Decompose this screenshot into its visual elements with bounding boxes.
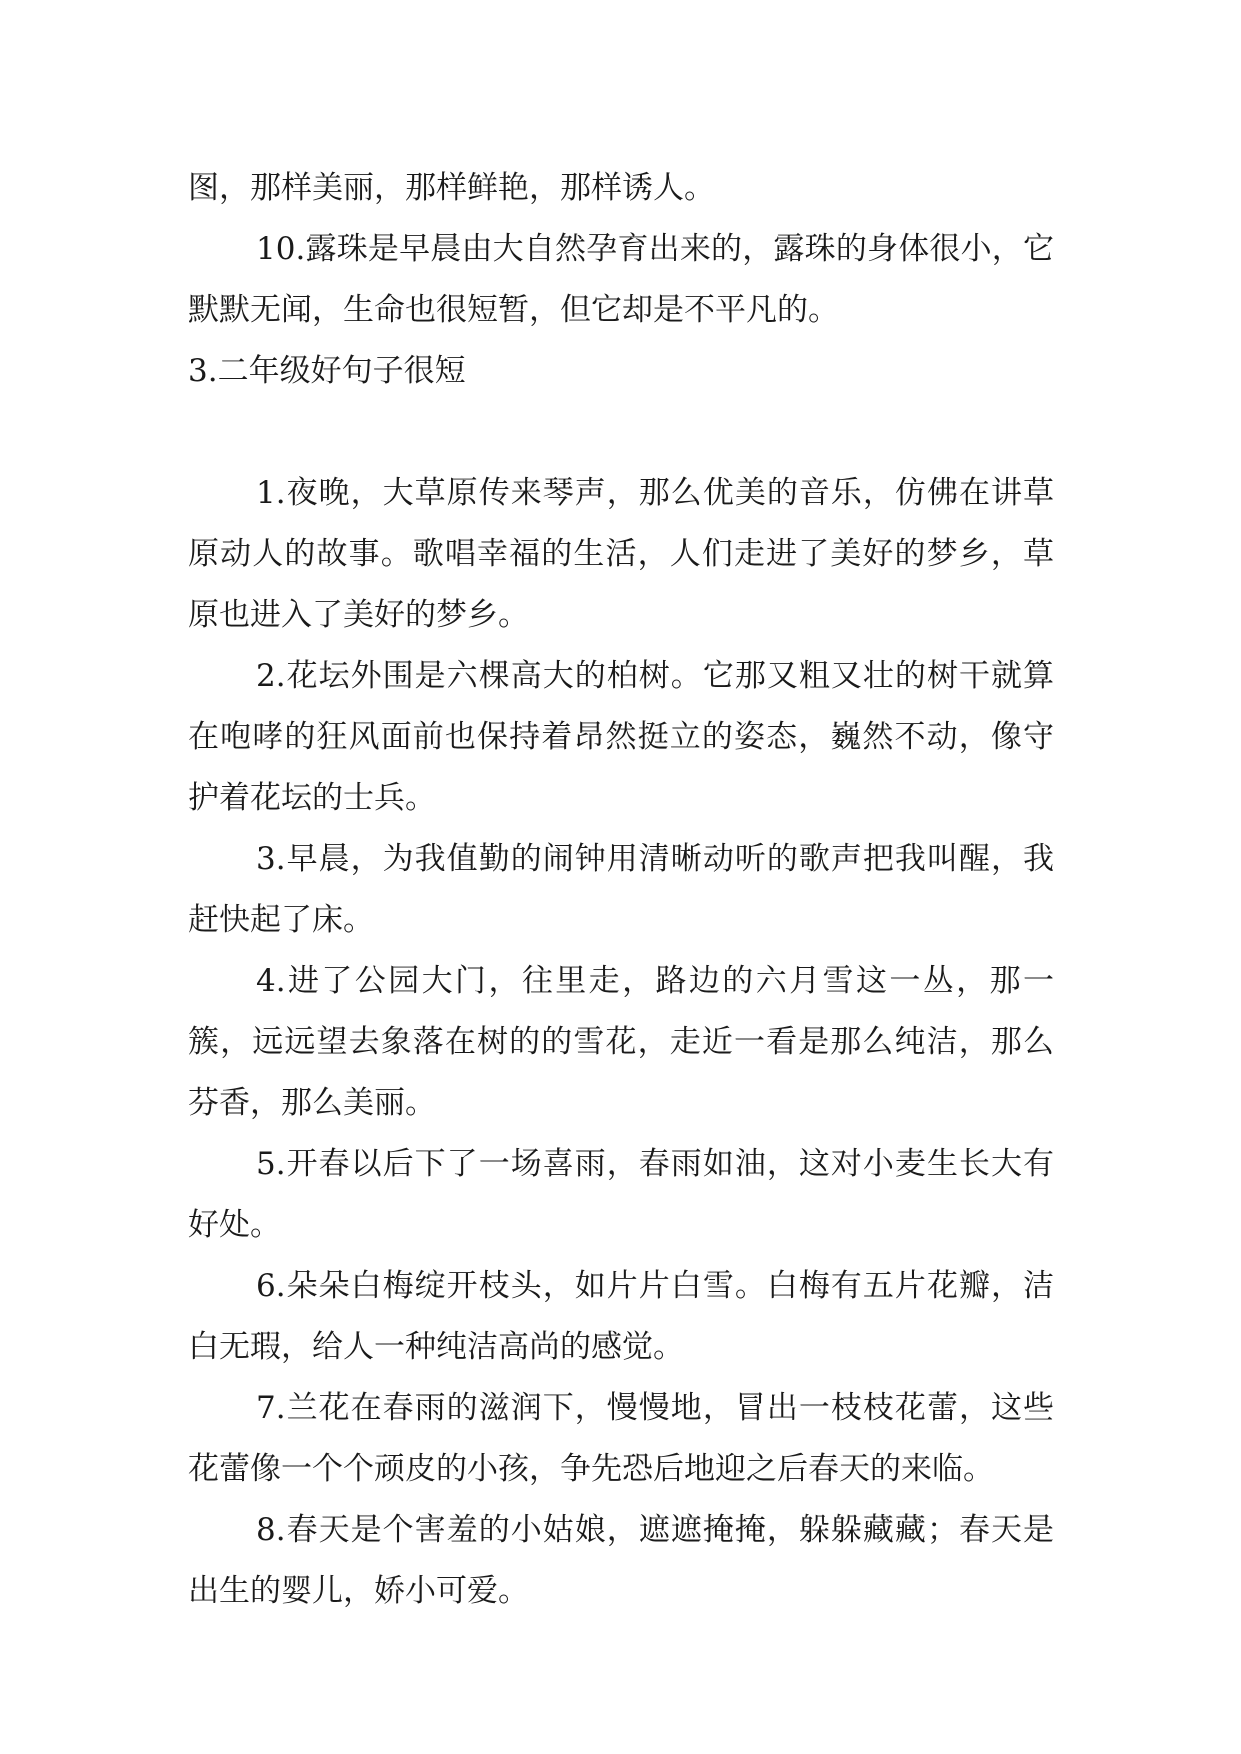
sentence-3: 3.早晨，为我值勤的闹钟用清晰动听的歌声把我叫醒，我赶快起了床。 (188, 841, 1054, 938)
sentence-2: 2.花坛外围是六棵高大的柏树。它那又粗又壮的树干就算在咆哮的狂风面前也保持着昂然挺立的姿态，巍然不动，像守护着花坛的士兵。 (188, 658, 1054, 816)
blank-line (188, 402, 1054, 463)
document-body (188, 158, 1054, 1622)
sentence-6: 6.朵朵白梅绽开枝头，如片片白雪。白梅有五片花瓣，洁白无瑕，给人一种纯洁高尚的感觉。 (188, 1268, 1054, 1365)
sentence-7: 7.兰花在春雨的滋润下，慢慢地，冒出一枝枝花蕾，这些花蕾像一个个顽皮的小孩，争先恐后地迎之后春天的来临。 (188, 1390, 1054, 1487)
sentence-8: 8.春天是个害羞的小姑娘，遮遮掩掩，躲躲藏藏；春天是出生的婴儿，娇小可爱。 (188, 1512, 1054, 1609)
sentence-5: 5.开春以后下了一场喜雨，春雨如油，这对小麦生长大有好处。 (188, 1146, 1054, 1243)
continuation-text: 图，那样美丽，那样鲜艳，那样诱人。 (188, 170, 715, 206)
section-heading: 3.二年级好句子很短 (188, 353, 466, 389)
item-10-text: 10.露珠是早晨由大自然孕育出来的，露珠的身体很小，它默默无闻，生命也很短暂，但它却是不平凡的。 (188, 231, 1054, 328)
sentence-4: 4.进了公园大门，往里走，路边的六月雪这一丛，那一簇，远远望去象落在树的的雪花，走近一看是那么纯洁，那么芬香，那么美丽。 (188, 963, 1054, 1121)
sentence-1: 1.夜晚，大草原传来琴声，那么优美的音乐，仿佛在讲草原动人的故事。歌唱幸福的生活，人们走进了美好的梦乡，草原也进入了美好的梦乡。 (188, 475, 1054, 633)
